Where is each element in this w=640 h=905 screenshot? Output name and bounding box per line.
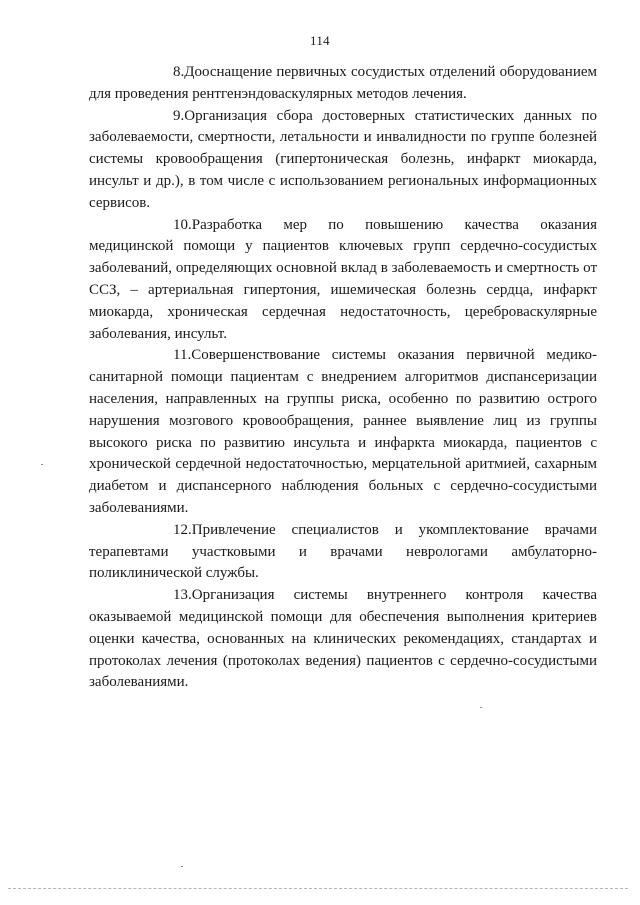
scan-speck (480, 707, 482, 708)
scan-speck (181, 866, 183, 867)
paragraph-10 (89, 215, 597, 346)
paragraph-text: Совершенствование системы оказания первичной медико-санитарной помощи пациентам с внедрением алгоритмов диспансеризации населения, направленных на группы риска, особенно по развитию острого нарушения мозгового кровообращения, раннее выявление лиц из группы высокого риска по развитию инсульта и инфаркта миокарда, пациентов с хронической сердечной недостаточностью, мерцательной аритмией, сахарным диабетом и диспансерного наблюдения больных с сердечно-сосудистыми заболеваниями. (89, 347, 597, 516)
paragraph-number: 12. (173, 521, 192, 538)
paragraph-12 (89, 520, 597, 585)
paragraph-number: 13. (173, 587, 192, 604)
scan-edge-line (8, 888, 628, 889)
paragraph-11 (89, 345, 597, 519)
paragraph-text: Организация системы внутреннего контроля качества оказываемой медицинской помощи для обеспечения выполнения критериев оценки качества, основанных на клинических рекомендациях, стандартах и протоколах лечения (протоколах ведения) пациентов с сердечно-сосудистыми заболеваниями. (89, 587, 597, 691)
paragraph-number: 10. (173, 216, 192, 233)
page-number: 114 (310, 33, 330, 48)
paragraph-number: 9. (173, 107, 185, 124)
paragraph-number: 11. (173, 347, 192, 364)
paragraph-8 (89, 62, 597, 106)
document-body (89, 62, 597, 694)
paragraph-text: Дооснащение первичных сосудистых отделений оборудованием для проведения рентгенэндоваскулярных методов лечения. (89, 64, 597, 102)
paragraph-text: Разработка мер по повышению качества оказания медицинской помощи у пациентов ключевых групп сердечно-сосудистых заболеваний, определяющих основной вклад в заболеваемость и смертность от ССЗ, – артериальная гипертония, ишемическая болезнь сердца, инфаркт миокарда, хроническая сердечная недостаточность, цереброваскулярные заболевания, инсульт. (89, 216, 597, 342)
paragraph-9 (89, 106, 597, 215)
paragraph-13 (89, 585, 597, 694)
paragraph-text: Привлечение специалистов и укомплектование врачами терапевтами участковыми и врачами неврологами амбулаторно-поликлинической службы. (89, 521, 597, 582)
scan-speck (41, 464, 43, 465)
paragraph-text: Организация сбора достоверных статистических данных по заболеваемости, смертности, летальности и инвалидности по группе болезней системы кровообращения (гипертоническая болезнь, инфаркт миокарда, инсульт и др.), в том числе с использованием региональных информационных сервисов. (89, 107, 597, 211)
paragraph-number: 8. (173, 64, 185, 80)
